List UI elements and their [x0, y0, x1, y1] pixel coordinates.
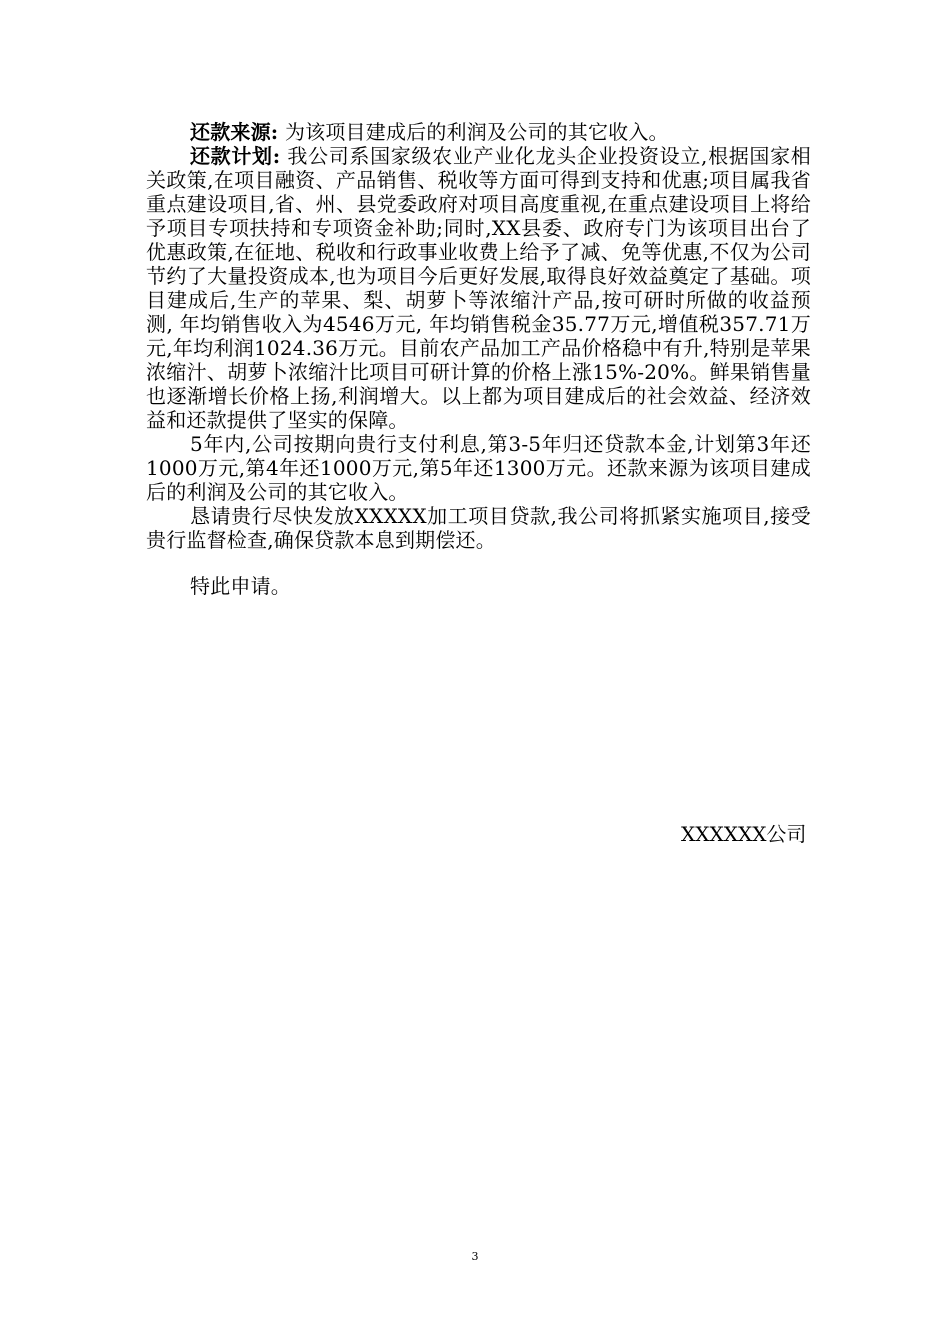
paragraph-lead: 还款计划:	[190, 144, 281, 168]
document-body	[146, 120, 811, 598]
paragraph-repayment-plan	[146, 144, 811, 432]
paragraph-repayment-schedule	[146, 432, 811, 504]
closing-statement: 特此申请。	[190, 574, 291, 598]
paragraph-lead: 还款来源:	[190, 120, 279, 144]
paragraph-text: 为该项目建成后的利润及公司的其它收入。	[278, 120, 669, 144]
paragraph-text: 恳请贵行尽快发放XXXXX加工项目贷款,我公司将抓紧实施项目,接受贵行监督检查,确保贷款本息到期偿还。	[146, 504, 811, 552]
page-number: 3	[471, 1250, 479, 1263]
paragraph-text: 我公司系国家级农业产业化龙头企业投资设立,根据国家相关政策,在项目融资、产品销售、税收等方面可得到支持和优惠;项目属我省重点建设项目,省、州、县党委政府对项目高度重视,在重点建设项目上将给予项目专项扶持和专项资金补助;同时,XX县委、政府专门为该项目出台了优惠政策,在征地、税收和行政事业收费上给予了减、免等优惠,不仅为公司节约了大量投资成本,也为项目今后更好发展,取得良好效益奠定了基础。项目建成后,生产的苹果、梨、胡萝卜等浓缩汁产品,按可研时所做的收益预测, 年均销售收入为4546万元, 年均销售税金35.77万元,增值税357.71万元,年均利润1024.36万元。目前农产品加工产品价格稳中有升,特别是苹果浓缩汁、胡萝卜浓缩汁比项目可研计算的价格上涨15%-20%。鲜果销售量也逐渐增长价格上扬,利润增大。以上都为项目建成后的社会效益、经济效益和还款提供了坚实的保障。	[146, 144, 811, 432]
paragraph-loan-request	[146, 504, 811, 552]
paragraph-repayment-source	[146, 120, 811, 144]
paragraph-text: 5年内,公司按期向贵行支付利息,第3-5年归还贷款本金,计划第3年还1000万元,第4年还1000万元,第5年还1300万元。还款来源为该项目建成后的利润及公司的其它收入。	[146, 432, 811, 504]
company-signature: XXXXXX公司	[681, 822, 807, 846]
